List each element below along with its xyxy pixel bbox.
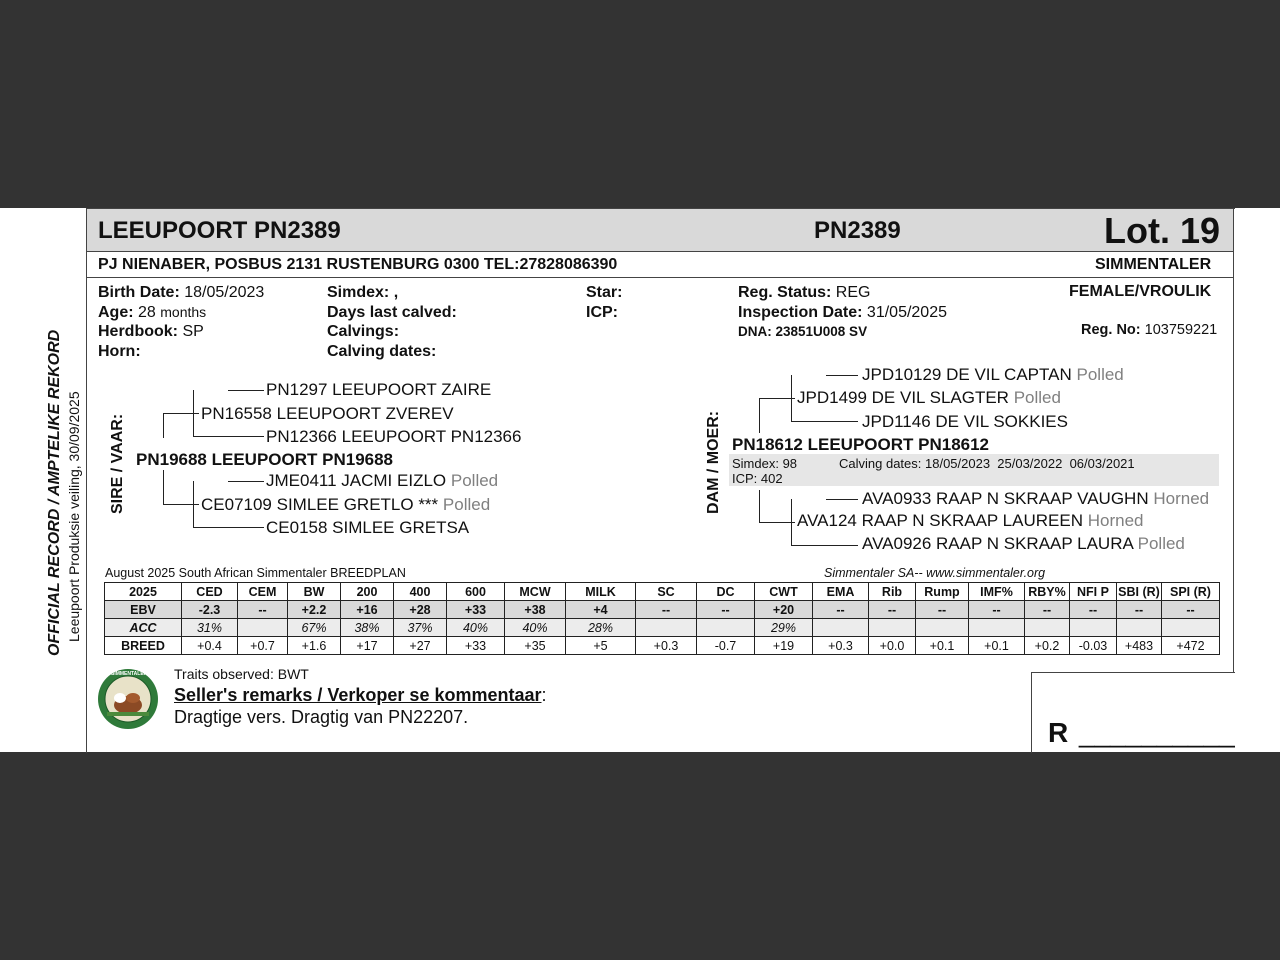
ebv-cell: NFI P	[1070, 583, 1117, 601]
ebv-cell: +38	[505, 601, 566, 619]
sire-sire-sire: PN1297 LEEUPOORT ZAIRE	[266, 380, 492, 399]
sire-name: PN19688 LEEUPOORT PN19688	[136, 450, 394, 469]
dam-line-4	[759, 398, 795, 399]
ebv-cell	[1117, 619, 1162, 637]
ebv-values-row	[105, 601, 1220, 619]
remarks-heading-row	[174, 685, 547, 706]
details-col-4	[738, 283, 947, 342]
ebv-cell: CED	[182, 583, 238, 601]
ebv-cell: DC	[697, 583, 755, 601]
ebv-accuracy-row	[105, 619, 1220, 637]
inspection-label: Inspection Date:	[738, 303, 863, 321]
dam-dam-sire	[862, 489, 1209, 509]
ebv-cell: --	[1070, 601, 1117, 619]
official-record-label: OFFICIAL RECORD / AMPTELIKE REKORD	[46, 329, 63, 656]
ebv-cell: +0.7	[238, 637, 288, 655]
herdbook-label: Herdbook:	[98, 323, 178, 340]
ebv-cell: +17	[341, 637, 394, 655]
breedplan-title: August 2025 South African Simmentaler BREEDPLAN	[105, 566, 406, 580]
dam-dam-dam-note: Polled	[1137, 534, 1185, 553]
star-label: Star:	[586, 284, 623, 301]
dam-dam-sire-note: Horned	[1153, 489, 1210, 508]
ebv-cell: +2.2	[288, 601, 341, 619]
reg-status-value: REG	[835, 284, 871, 301]
sire-dam-sire-note: Polled	[450, 471, 499, 490]
ebv-cell: 31%	[182, 619, 238, 637]
ebv-cell: +483	[1117, 637, 1162, 655]
sire-dam-note: Polled	[442, 495, 491, 514]
remarks-text: Dragtige vers. Dragtig van PN22207.	[174, 707, 469, 727]
ebv-cell: -0.7	[697, 637, 755, 655]
dam-line-10	[791, 545, 858, 546]
dam-dam-name: AVA124 RAAP N SKRAAP LAUREEN	[797, 511, 1083, 530]
ebv-header-row	[105, 583, 1220, 601]
ebv-cell: SPI (R)	[1162, 583, 1220, 601]
ebv-cell: --	[636, 601, 697, 619]
ebv-cell: +0.1	[916, 637, 969, 655]
ebv-cell: MILK	[566, 583, 636, 601]
ebv-cell: ACC	[105, 619, 182, 637]
age-label: Age:	[98, 303, 134, 321]
remarks-heading: Seller's remarks / Verkoper se kommentaar	[174, 685, 542, 705]
ebv-cell	[697, 619, 755, 637]
price-box	[1031, 672, 1235, 753]
calvings-label: Calvings:	[327, 323, 400, 340]
reg-no-value: 103759221	[1144, 322, 1218, 338]
dam-line-8	[791, 499, 792, 545]
card-frame-right	[1233, 208, 1234, 672]
ebv-cell: +27	[394, 637, 447, 655]
sire-dam-dam: CE0158 SIMLEE GRETSA	[266, 518, 470, 537]
owner-bar	[87, 252, 1233, 278]
animal-name: LEEUPOORT PN2389	[98, 217, 341, 244]
ebv-cell: --	[813, 601, 869, 619]
simmentaler-logo-icon	[97, 668, 159, 730]
sale-label: Leeupoort Produksie veiling, 30/09/2025	[66, 391, 82, 642]
reg-no	[1081, 322, 1217, 338]
details-col-1	[98, 283, 264, 361]
ebv-cell	[636, 619, 697, 637]
dam-sire-sire	[862, 365, 1124, 385]
dam-sire-name: JPD1499 DE VIL SLAGTER	[797, 388, 1009, 407]
birth-date-value: 18/05/2023	[184, 284, 265, 301]
dam-line-7	[759, 522, 795, 523]
traits-observed: Traits observed: BWT	[174, 666, 309, 682]
ebv-cell: +1.6	[288, 637, 341, 655]
sire-dam-sire-name: JME0411 JACMI EIZLO	[266, 471, 447, 490]
ebv-cell: --	[869, 601, 916, 619]
ebv-cell: +20	[755, 601, 813, 619]
sire-dam-sire	[266, 471, 498, 491]
dam-line-3	[791, 421, 858, 422]
animal-code: PN2389	[814, 217, 901, 244]
sire-line-3	[193, 436, 264, 437]
ebv-cell: +19	[755, 637, 813, 655]
details-col-3	[586, 283, 622, 322]
ebv-cell: SC	[636, 583, 697, 601]
dam-line-5	[759, 398, 760, 433]
lot-number: Lot. 19	[1104, 210, 1221, 251]
inspection-value: 31/05/2025	[866, 303, 947, 321]
dam-info-box	[729, 454, 1219, 486]
dam-dam-note: Horned	[1087, 511, 1144, 530]
dam-sire-dam: JPD1146 DE VIL SOKKIES	[862, 412, 1068, 431]
ebv-cell: 40%	[447, 619, 505, 637]
dam-sire	[797, 388, 1061, 408]
details-col-2	[327, 283, 457, 361]
sire-line-5	[163, 413, 164, 438]
sire-dam-name: CE07109 SIMLEE GRETLO ***	[201, 495, 439, 514]
sire-dam	[201, 495, 490, 515]
ebv-cell: BREED	[105, 637, 182, 655]
ebv-cell: EBV	[105, 601, 182, 619]
reg-status-label: Reg. Status:	[738, 284, 832, 301]
dam-name: PN18612 LEEUPOORT PN18612	[732, 435, 990, 454]
age-unit: months	[160, 303, 207, 320]
sire-line-4	[163, 413, 199, 414]
ebv-cell: CWT	[755, 583, 813, 601]
sire-line-1	[228, 390, 264, 391]
ebv-cell: -2.3	[182, 601, 238, 619]
ebv-cell: +0.2	[1025, 637, 1070, 655]
herdbook-value: SP	[182, 323, 204, 340]
dna-value: DNA: 23851U008 SV	[738, 324, 868, 339]
price-blank[interactable]: __________	[1079, 717, 1235, 748]
ebv-cell	[238, 619, 288, 637]
dam-dam	[797, 511, 1143, 531]
dam-icp: ICP: 402	[732, 471, 783, 486]
ebv-cell: 29%	[755, 619, 813, 637]
dam-line-1	[826, 375, 858, 376]
dam-dam-sire-name: AVA0933 RAAP N SKRAAP VAUGHN	[862, 489, 1149, 508]
dam-sire-note: Polled	[1013, 388, 1061, 407]
breedplan-source: Simmentaler SA-- www.simmentaler.org	[824, 566, 1046, 580]
ebv-cell: Rib	[869, 583, 916, 601]
dam-sire-sire-note: Polled	[1076, 365, 1124, 384]
ebv-cell: 67%	[288, 619, 341, 637]
ebv-cell: CEM	[238, 583, 288, 601]
ebv-cell: 28%	[566, 619, 636, 637]
ebv-cell: 400	[394, 583, 447, 601]
simdex-label: Simdex: ,	[327, 284, 399, 301]
ebv-cell: +0.4	[182, 637, 238, 655]
ebv-cell: +4	[566, 601, 636, 619]
ebv-cell: SBI (R)	[1118, 584, 1160, 599]
logo-text: SIMMENTALER	[111, 671, 148, 677]
ebv-cell: +0.3	[813, 637, 869, 655]
logo-svg	[97, 668, 159, 730]
ebv-cell: 200	[341, 583, 394, 601]
ebv-cell: +35	[505, 637, 566, 655]
ebv-cell: +0.1	[969, 637, 1025, 655]
dam-label: DAM / MOER:	[705, 410, 722, 514]
sire-label: SIRE / VAAR:	[109, 413, 126, 514]
ebv-cell	[969, 619, 1025, 637]
sire-line-8	[193, 481, 194, 527]
remarks-colon: :	[541, 685, 547, 705]
ebv-cell: +472	[1162, 637, 1220, 655]
reg-no-label: Reg. No:	[1081, 322, 1141, 338]
dam-dam-dam	[862, 534, 1185, 554]
ebv-cell: +0.0	[869, 637, 916, 655]
sex-label: FEMALE/VROULIK	[1069, 283, 1212, 300]
dam-line-9	[826, 499, 858, 500]
horn-label: Horn:	[98, 342, 141, 360]
ebv-cell: RBY%	[1025, 583, 1070, 601]
breed-name: SIMMENTALER	[1095, 256, 1212, 273]
birth-date-label: Birth Date:	[98, 284, 180, 301]
dam-dam-dam-name: AVA0926 RAAP N SKRAAP LAURA	[862, 534, 1133, 553]
sire-line-10	[193, 527, 264, 528]
ebv-cell	[1070, 619, 1117, 637]
ebv-breed-avg-row	[105, 637, 1220, 655]
ebv-cell: +0.3	[636, 637, 697, 655]
ebv-cell: EMA	[813, 583, 869, 601]
ebv-cell: --	[916, 601, 969, 619]
ebv-cell: IMF%	[969, 583, 1025, 601]
dam-calving-dates: Calving dates: 18/05/2023 25/03/2022 06/03/2021	[839, 456, 1135, 471]
ebv-cell: 40%	[505, 619, 566, 637]
sire-sire: PN16558 LEEUPOORT ZVEREV	[201, 404, 454, 423]
ebv-cell: +16	[341, 601, 394, 619]
ebv-cell: 2025	[105, 583, 182, 601]
ebv-cell	[813, 619, 869, 637]
price-currency: R	[1048, 717, 1069, 748]
card-header	[87, 209, 1233, 252]
ebv-cell: +33	[447, 601, 505, 619]
sire-line-6	[163, 470, 164, 504]
calving-dates-label: Calving dates:	[327, 342, 437, 360]
dam-sire-sire-name: JPD10129 DE VIL CAPTAN	[862, 365, 1072, 384]
dam-line-6	[759, 490, 760, 522]
ebv-cell: +28	[394, 601, 447, 619]
lot-card	[0, 208, 1280, 752]
ebv-cell: --	[1025, 601, 1070, 619]
age-value: 28	[138, 303, 156, 321]
ebv-cell: BW	[288, 583, 341, 601]
ebv-cell: --	[1117, 601, 1162, 619]
ebv-cell: --	[969, 601, 1025, 619]
ebv-cell	[916, 619, 969, 637]
ebv-cell: +5	[566, 637, 636, 655]
ebv-cell: MCW	[505, 583, 566, 601]
dam-simdex: Simdex: 98	[732, 456, 798, 471]
days-last-calved-label: Days last calved:	[327, 303, 457, 321]
ebv-cell: +33	[447, 637, 505, 655]
sire-line-9	[228, 481, 264, 482]
ebv-cell: -0.03	[1070, 637, 1117, 655]
ebv-cell	[1162, 619, 1220, 637]
ebv-cell: 38%	[341, 619, 394, 637]
ebv-cell	[1025, 619, 1070, 637]
ebv-cell: --	[697, 601, 755, 619]
ebv-cell: Rump	[916, 583, 969, 601]
ebv-cell: 600	[447, 583, 505, 601]
ebv-cell: --	[238, 601, 288, 619]
ebv-table	[104, 582, 1220, 655]
owner-line: PJ NIENABER, POSBUS 2131 RUSTENBURG 0300 TEL:27828086390	[98, 256, 618, 273]
ebv-cell: 37%	[394, 619, 447, 637]
ebv-cell	[869, 619, 916, 637]
ebv-cell: --	[1162, 601, 1220, 619]
sire-sire-dam: PN12366 LEEUPOORT PN12366	[266, 427, 522, 446]
icp-label: ICP:	[586, 303, 618, 321]
